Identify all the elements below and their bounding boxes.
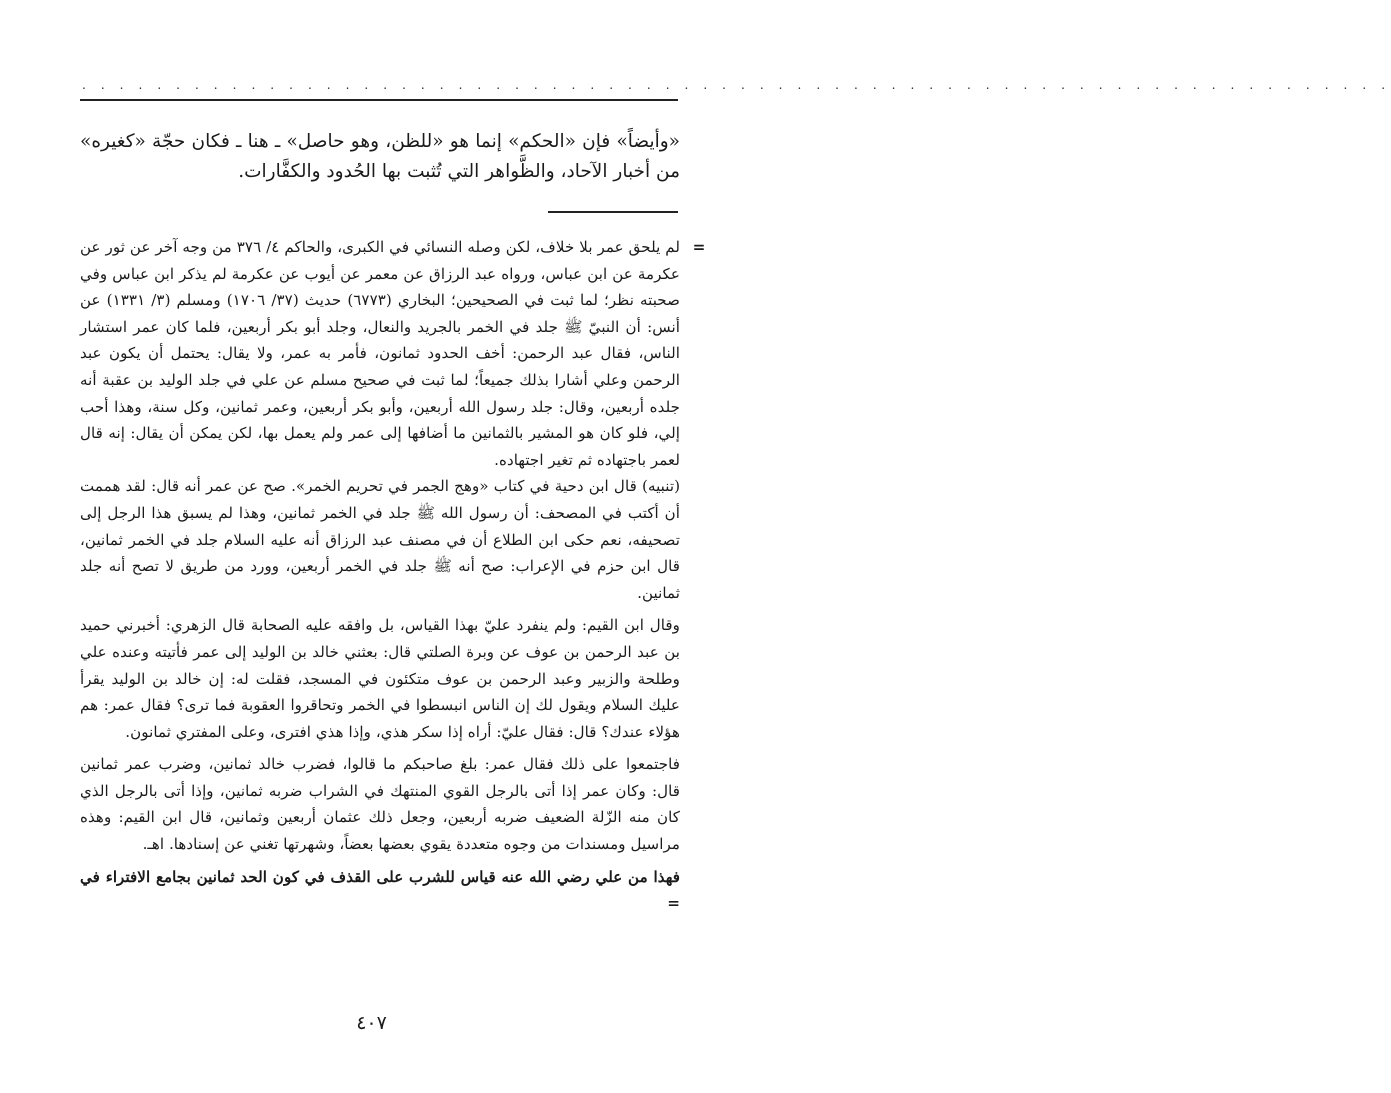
- main-paragraph: «وأيضاً» فإن «الحكم» إنما هو «للظن، وهو حاصل» ـ هنا ـ فكان حجّة «كغيره» من أخبار الآحاد، والظَّواهر التي تُثبت بها الحُدود والكفَّارات.: [80, 131, 680, 182]
- footnote-paragraph: فاجتمعوا على ذلك فقال عمر: بلغ صاحبكم ما قالوا، فضرب خالد ثمانين، وضرب عمر ثمانين قال: وكان عمر إذا أتى بالرجل القوي المنتهك في الشراب ضربه ثمانين، وإذا أتى بالرجل الذي كان منه الزّلة الضعيف ضربه أربعين، وجعل ذلك عثمان أربعين وثمانين، قال ابن القيم: وهذه مراسيل ومسندات من وجوه متعددة يقوي بعضها بعضاً، وشهرتها تغني عن إسنادها. اهـ.: [80, 755, 680, 854]
- header-rule: [80, 99, 678, 101]
- footnotes: [80, 234, 706, 917]
- continuation-mark: =: [692, 238, 706, 256]
- page-number: ٤٠٧: [356, 1012, 387, 1034]
- footnote-paragraph: لم يلحق عمر بلا خلاف، لكن وصله النسائي في الكبرى، والحاكم ٤/ ٣٧٦ من وجه آخر عن ثور عن عكرمة عن ابن عباس، ورواه عبد الرزاق عن معمر عن أيوب عن عكرمة لم يذكر ابن عباس وفي صحبته نظر؛ لما ثبت في الصحيحين؛ البخاري (٦٧٧٣) حديث (٣٧/ ١٧٠٦) ومسلم (٣/ ١٣٣١) عن أنس: أن النبيّ ﷺ جلد في الخمر بالجريد والنعال، وجلد أبو بكر أربعين، فلما كان عمر استشار الناس، فقال عبد الرحمن: أخف الحدود ثمانون، فأمر به عمر، ولا يقال: يحتمل أن يكون عبد الرحمن وعلي أشارا بذلك جميعاً؛ لما ثبت في صحيح مسلم عن علي في جلد الوليد بن عقبة أنه جلده أربعين، وقال: جلد رسول الله أربعين، وأبو بكر أربعين، وعمر ثمانين، وكل سنة، وهذا أحب إلي، فلو كان هو المشير بالثمانين ما أضافها إلى عمر ولم يعمل بها، لكن يمكن أن يقال: إنه قال لعمر باجتهاده ثم تغير اجتهاده.: [80, 238, 680, 469]
- footnote-paragraph: وقال ابن القيم: ولم ينفرد عليّ بهذا القياس، بل وافقه عليه الصحابة قال الزهري: أخبرني حميد بن عبد الرحمن بن عوف عن وبرة الصلتي قال: بعثني خالد بن الوليد إلى عمر فأتيته وعنده علي وطلحة والزبير وعبد الرحمن بن عوف متكئون في المسجد، فقلت له: إن خالد بن الوليد يقرأ عليك السلام ويقول لك إن الناس انبسطوا في الخمر وتحاقروا العقوبة فما ترى؟ فقال عمر: هم هؤلاء عندك؟ قال: فقال عليّ: أراه إذا سكر هذي، وإذا هذي افترى، وعلى المفتري ثمانون.: [80, 616, 680, 741]
- footnote-separator: [548, 211, 678, 213]
- footnote-paragraph: (تنبيه) قال ابن دحية في كتاب «وهج الجمر في تحريم الخمر». صح عن عمر أنه قال: لقد هممت أن أكتب في المصحف: أن رسول الله ﷺ جلد في الخمر ثمانين، وهذا لم يسبق هذا الرجل إلى تصحيفه، نعم حكى ابن الطلاع أن في مصنف عبد الرزاق أنه عليه السلام جلد في الخمر ثمانين، قال ابن حزم في الإعراب: صح أنه ﷺ جلد في الخمر أربعين، وورد من طريق لا تصح أنه جلد ثمانين.: [80, 477, 680, 602]
- footnote-paragraph: فهذا من علي رضي الله عنه قياس للشرب على القذف في كون الحد ثمانين بجامع الافتراء في =: [80, 867, 680, 913]
- main-text: [80, 127, 680, 187]
- header-dotted-line: . . . . . . . . . . . . . . . . . . . . . . . . . . . . . . . . . . . . . . . . . . . . . . . . . . . . . . . . . . . . . . . . . . . . . .: [82, 78, 1391, 92]
- footnote-block: [80, 234, 706, 917]
